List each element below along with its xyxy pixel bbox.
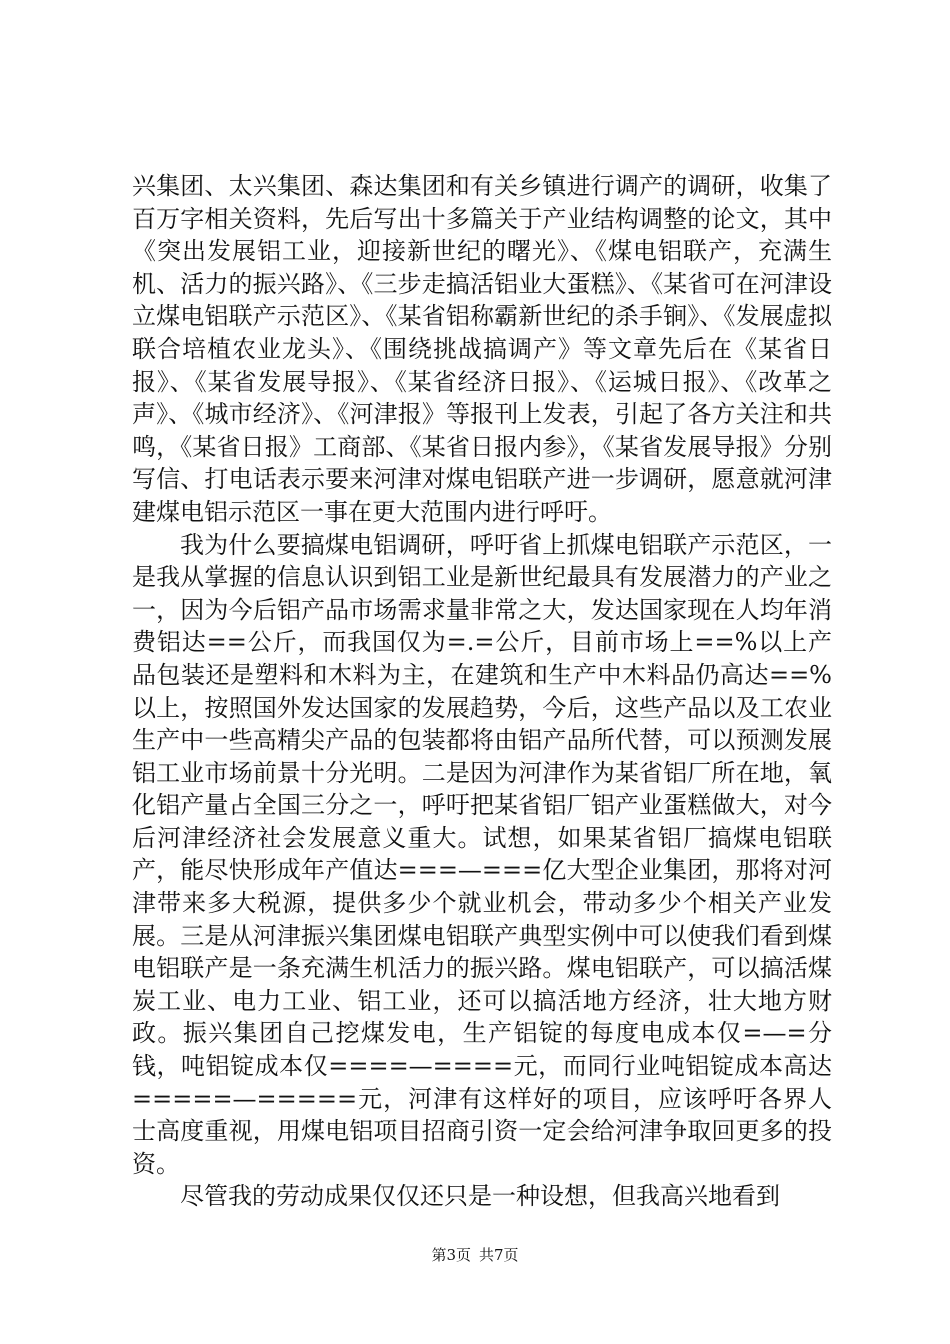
paragraph-3: 尽管我的劳动成果仅仅还只是一种设想，但我高兴地看到 xyxy=(180,1182,780,1211)
paragraph-2: 我为什么要搞煤电铝调研，呼吁省上抓煤电铝联产示范区，一是我从掌握的信息认识到铝工业是新世纪最具有发展潜力的产业之一，因为今后铝产品市场需求量非常之大，发达国家现在人均年消费铝达==公斤，而我国仅为=.=公斤，目前市场上==%以上产品包装还是塑料和木料为主，在建筑和生产中木料品仍高达==%以上，按照国外发达国家的发展趋势，今后，这些产品以及工农业生产中一些高精尖产品的包装都将由铝产品所代替，可以预测发展铝工业市场前景十分光明。二是因为河津作为某省铝厂所在地，氧化铝产量占全国三分之一，呼吁把某省铝厂铝产业蛋糕做大，对今后河津经济社会发展意义重大。试想，如果某省铝厂搞煤电铝联产，能尽快形成年产值达===—===亿大型企业集团，那将对河津带来多大税源，提供多少个就业机会，带动多少个相关产业发展。三是从河津振兴集团煤电铝联产典型实例中可以使我们看到煤电铝联产是一条充满生机活力的振兴路。煤电铝联产，可以搞活煤炭工业、电力工业、铝工业，还可以搞活地方经济，壮大地方财政。振兴集团自己挖煤发电，生产铝锭的每度电成本仅=—=分钱，吨铝锭成本仅====—====元，而同行业吨铝锭成本高达=====—=====元，河津有这样好的项目，应该呼吁各界人士高度重视，用煤电铝项目招商引资一定会给河津争取回更多的投资。 xyxy=(132,530,832,1178)
page-footer xyxy=(0,1245,950,1265)
document-body xyxy=(132,170,832,1213)
page-number: 第3页 xyxy=(431,1246,471,1264)
page-total: 共7页 xyxy=(479,1246,519,1264)
paragraph-1: 兴集团、太兴集团、森达集团和有关乡镇进行调产的调研，收集了百万字相关资料，先后写出十多篇关于产业结构调整的论文，其中《突出发展铝工业，迎接新世纪的曙光》、《煤电铝联产，充满生机、活力的振兴路》、《三步走搞活铝业大蛋糕》、《某省可在河津设立煤电铝联产示范区》、《某省铝称霸新世纪的杀手锏》、《发展虚拟联合培植农业龙头》、《围绕挑战搞调产》等文章先后在《某省日报》、《某省发展导报》、《某省经济日报》、《运城日报》、《改革之声》、《城市经济》、《河津报》等报刊上发表，引起了各方关注和共鸣，《某省日报》工商部、《某省日报内参》，《某省发展导报》分别写信、打电话表示要来河津对煤电铝联产进一步调研，愿意就河津建煤电铝示范区一事在更大范围内进行呼吁。 xyxy=(132,172,832,526)
